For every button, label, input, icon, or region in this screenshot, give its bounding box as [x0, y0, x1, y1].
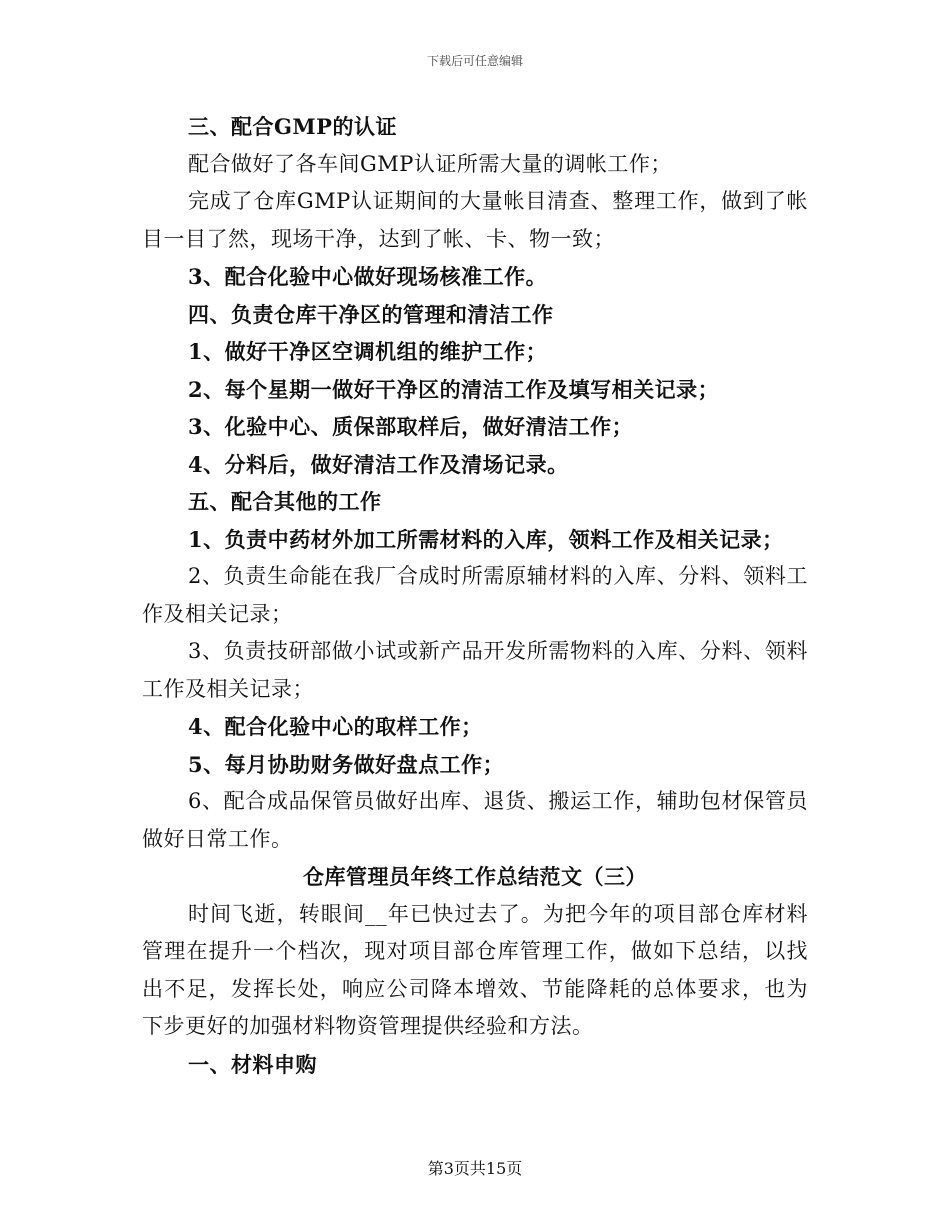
paragraph: 3、化验中心、质保部取样后，做好清洁工作；: [188, 414, 634, 439]
paragraph: 2、每个星期一做好干净区的清洁工作及填写相关记录；: [188, 376, 720, 402]
paragraph: 3、负责技研部做小试或新产品开发所需物料的入库、分料、领料工作及相关记录；: [142, 639, 808, 701]
paragraph: 一、材料申购: [188, 1051, 317, 1077]
paragraph: 五、配合其他的工作: [188, 489, 382, 514]
paragraph: 1、做好干净区空调机组的维护工作；: [188, 339, 548, 364]
paragraph: 四、负责仓库干净区的管理和清洁工作: [188, 301, 554, 327]
paragraph: 4、配合化验中心的取样工作；: [188, 714, 483, 739]
paragraph: 4、分料后，做好清洁工作及清场记录。: [188, 451, 569, 477]
page-footer: 第3页共15页: [427, 1159, 523, 1178]
paragraph: 1、负责中药材外加工所需材料的入库，领料工作及相关记录；: [188, 526, 784, 552]
paragraph: 时间飞逝，转眼间__年已快过去了。为把今年的项目部仓库材料管理在提升一个档次，现对项目部仓库管理工作，做如下总结，以找出不足，发挥长处，响应公司降本增效、节能降耗的总体要求，也为下步更好的加强材料物资管理提供经验和方法。: [142, 901, 808, 1038]
paragraph: 三、配合GMP的认证: [188, 114, 397, 139]
paragraph: 3、配合化验中心做好现场核准工作。: [188, 264, 548, 289]
paragraph: 配合做好了各车间GMP认证所需大量的调帐工作；: [188, 151, 672, 176]
document-body: [142, 108, 808, 1083]
paragraph: 5、每月协助财务做好盘点工作；: [188, 751, 505, 777]
section-title: 仓库管理员年终工作总结范文（三）: [303, 864, 647, 889]
paragraph: 完成了仓库GMP认证期间的大量帐目清查、整理工作，做到了帐目一目了然，现场干净，达到了帐、卡、物一致；: [142, 189, 808, 251]
page-header: 下载后可任意编辑: [426, 54, 523, 68]
paragraph: 6、配合成品保管员做好出库、退货、搬运工作，辅助包材保管员做好日常工作。: [142, 789, 808, 851]
paragraph: 2、负责生命能在我厂合成时所需原辅材料的入库、分料、领料工作及相关记录；: [142, 564, 808, 626]
